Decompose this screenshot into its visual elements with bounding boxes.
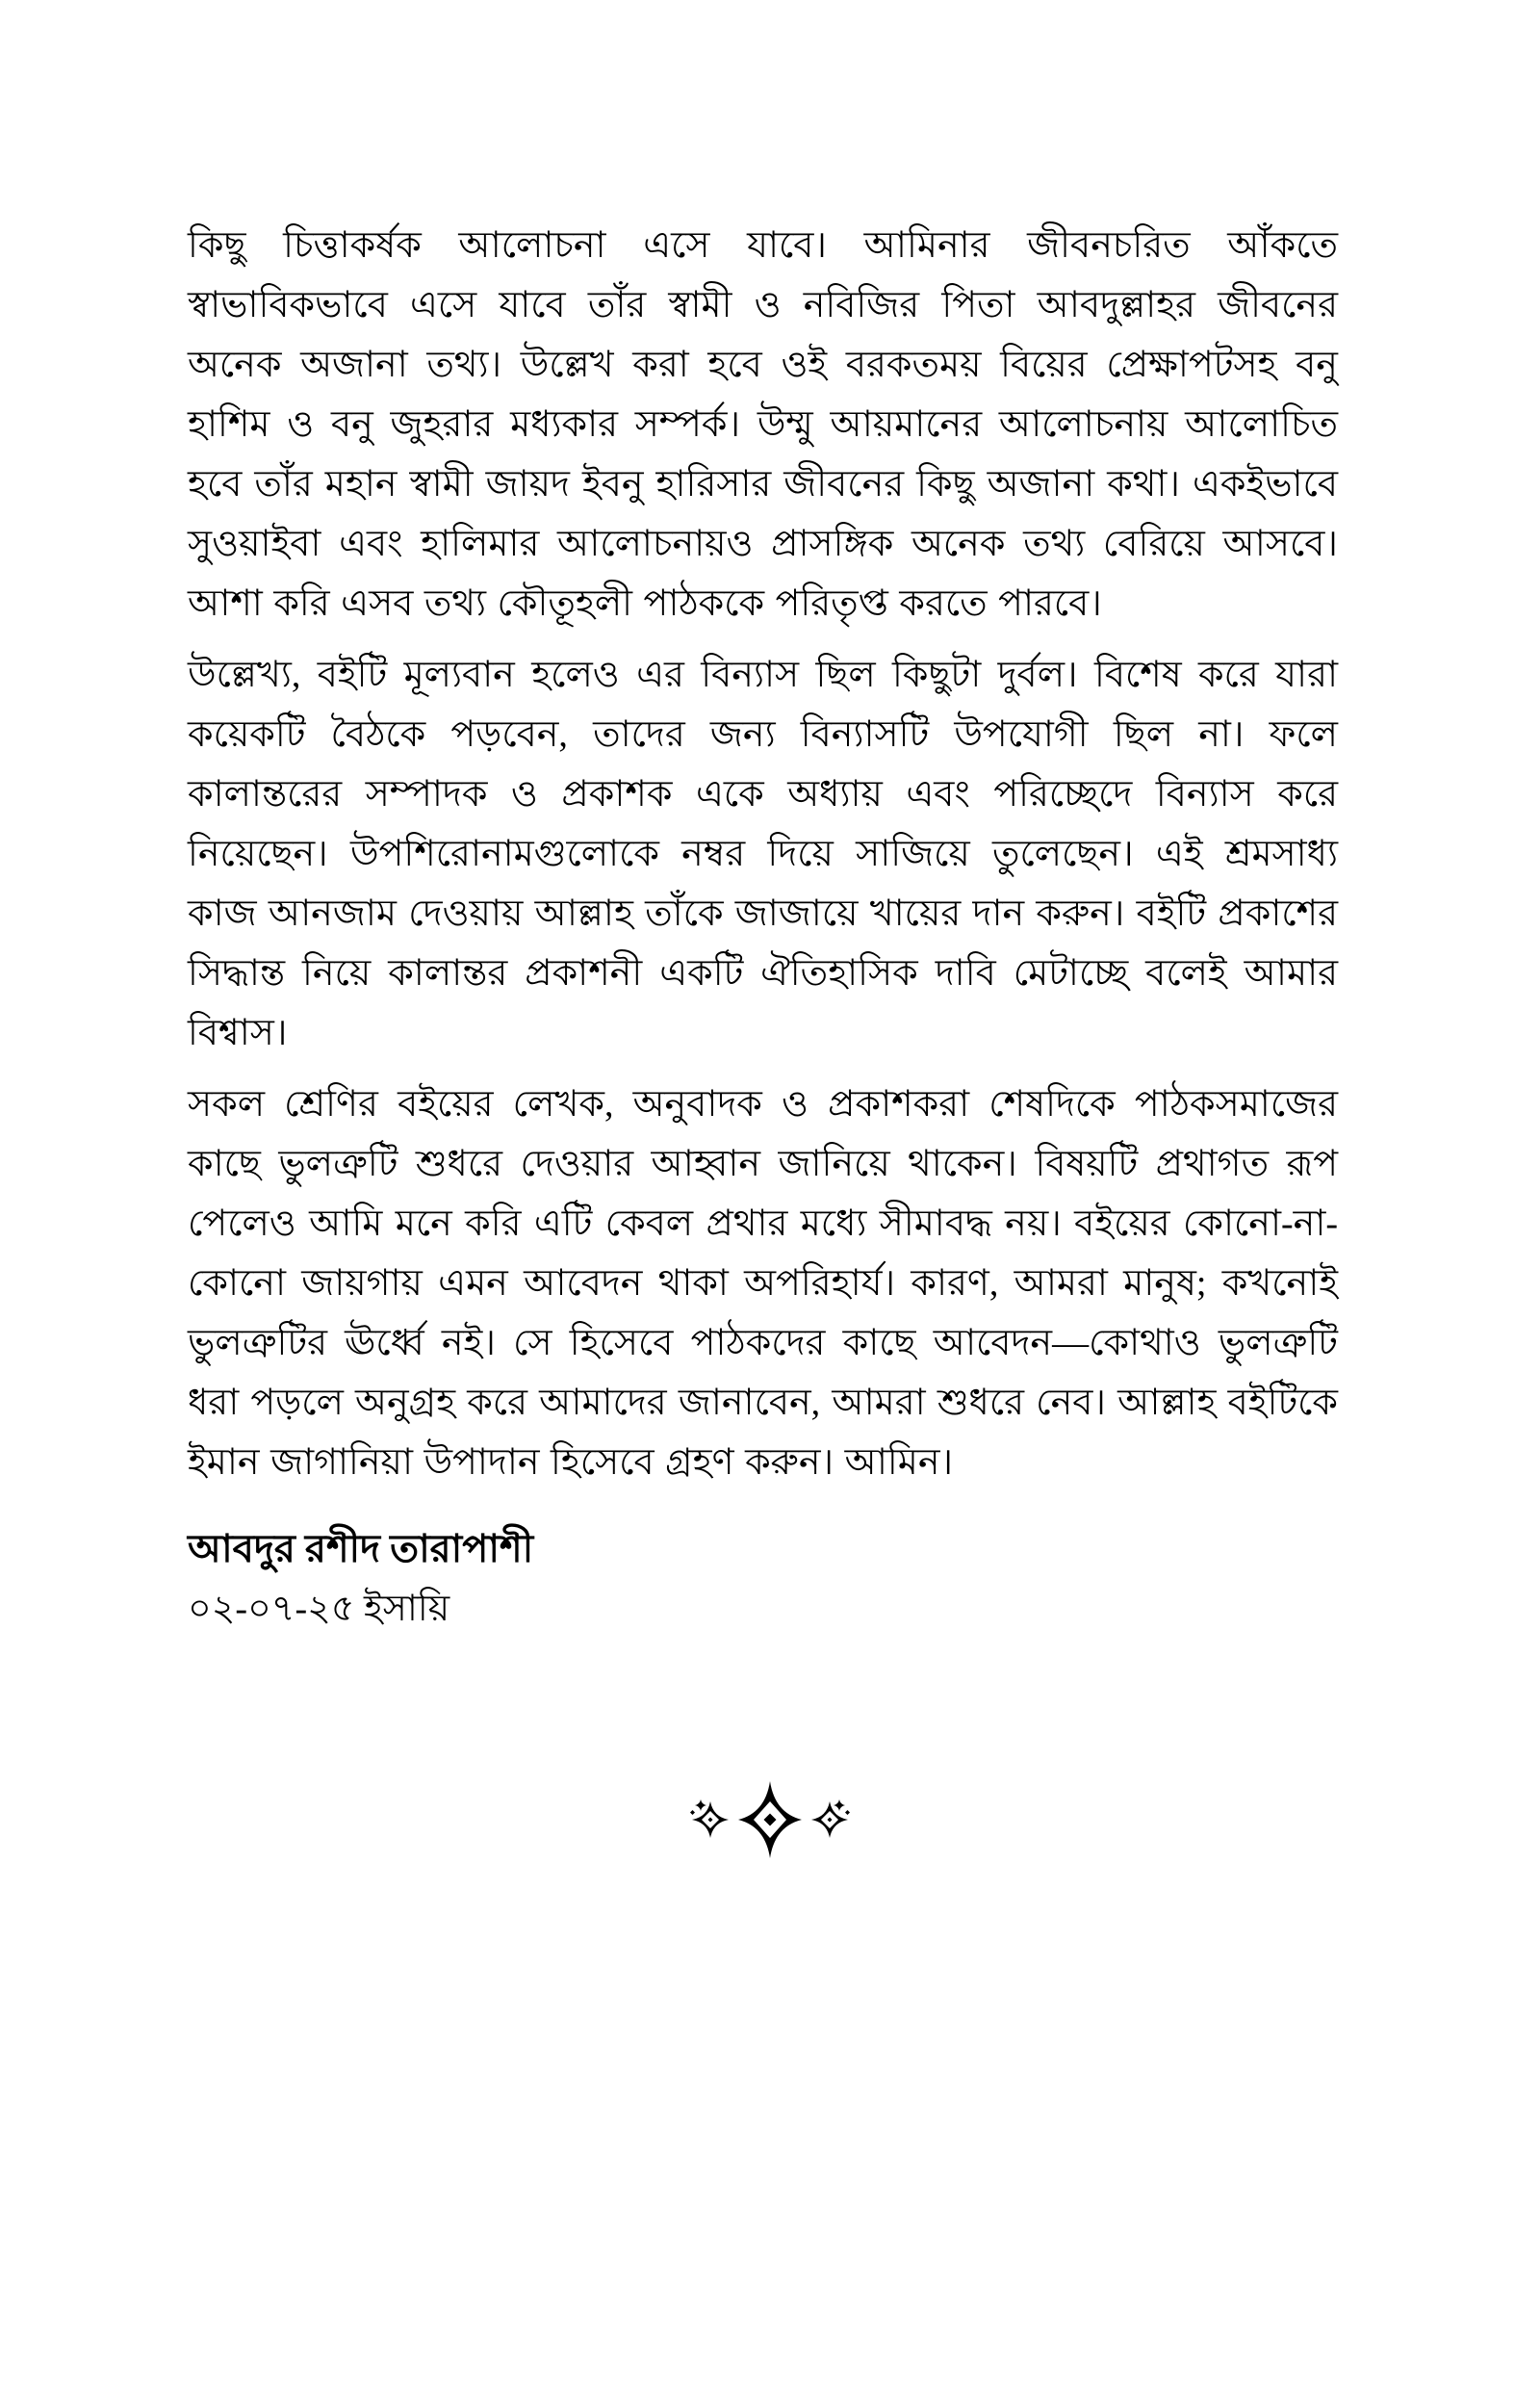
section-end-ornament [0, 1776, 1540, 1863]
author-signature-date: ০২-০৭-২৫ ইসায়ি [188, 1589, 450, 1629]
sparkle-divider-icon [688, 1776, 852, 1863]
preface-paragraph-3: সকল শ্রেণির বইয়ের লেখক, অনুবাদক ও প্রকাশকরা শেষদিকে পাঠকসমাজের কাছে ভুলত্রুটি শুধরে দেওয়ার আহ্বান জানিয়ে থাকেন। বিষয়টি প্রথাগত রূপ পেলেও আমি মনে করি এটি কেবল প্রথার মধ্যে সীমাবদ্ধ নয়। বইয়ের কোনো-না-কোনো জায়গায় এমন আবেদন থাকা অপরিহার্য। কারণ, আমরা মানুষ; কখনোই ভুলত্রুটির ঊর্ধ্বে নই। সে হিসেবে পাঠকদের কাছে আবেদন—কোথাও ভুলত্রুটি ধরা পড়লে অনুগ্রহ করে আমাদের জানাবেন, আমরা শুধরে নেব। আল্লাহ বইটিকে ইমান জাগানিয়া উপাদান হিসেবে গ্রহণ করুন। আমিন। [188, 1084, 1338, 1483]
preface-paragraph-2: উল্লেখ্য, বইটি মূল্যবান হলেও এর বিন্যাস ছিল কিছুটা দুর্বল। বিশেষ করে যারা কয়েকটি বৈঠকে পড়বেন, তাদের জন্য বিন্যাসটি উপযোগী ছিল না। ফলে কালান্তরের সম্পাদক ও প্রকাশক একে অধ্যায় এবং পরিচ্ছেদে বিন্যাস করে নিয়েছেন। উপশিরোনামগুলোকে নম্বর দিয়ে সাজিয়ে তুলেছেন। এই শ্রমসাধ্য কাজ আনজাম দেওয়ায় আল্লাহ তাঁকে জাজায়ে খায়ের দান করুন। বইটি প্রকাশের সিদ্ধান্ত নিয়ে কালান্তর প্রকাশনী একটি ঐতিহাসিক দাবি মেটাচ্ছে বলেই আমার বিশ্বাস। [188, 655, 1338, 1053]
preface-paragraph-1: কিছু চিত্তাকর্ষক আলোচনা এসে যাবে। আমিনার জীবনচরিত আঁকতে স্বাভাবিকভাবে এসে যাবে তাঁর স্বামী ও নবিজির পিতা আবদুল্লাহর জীবনের অনেক অজানা তথ্য। উল্লেখ করা হবে ওই বরকতময় বিয়ের প্রেক্ষাপটসহ বনু হাশিম ও বনু জুহরার মধ্যকার সম্পর্ক। উম্মু আয়মানের আলোচনায় আলোচিত হবে তাঁর মহান স্বামী জায়দ ইবনু হারিসার জীবনের কিছু অজানা কথা। একইভাবে সুওয়াইবা এবং হালিমার আলোচনায়ও প্রাসঙ্গিক অনেক তথ্য বেরিয়ে আসবে। আশা করি এসব তথ্য কৌতূহলী পাঠককে পরিতৃপ্ত করতে পারবে। [188, 225, 1338, 624]
author-signature-name: আবদুর রশীদ তারাপাশী [188, 1527, 534, 1570]
